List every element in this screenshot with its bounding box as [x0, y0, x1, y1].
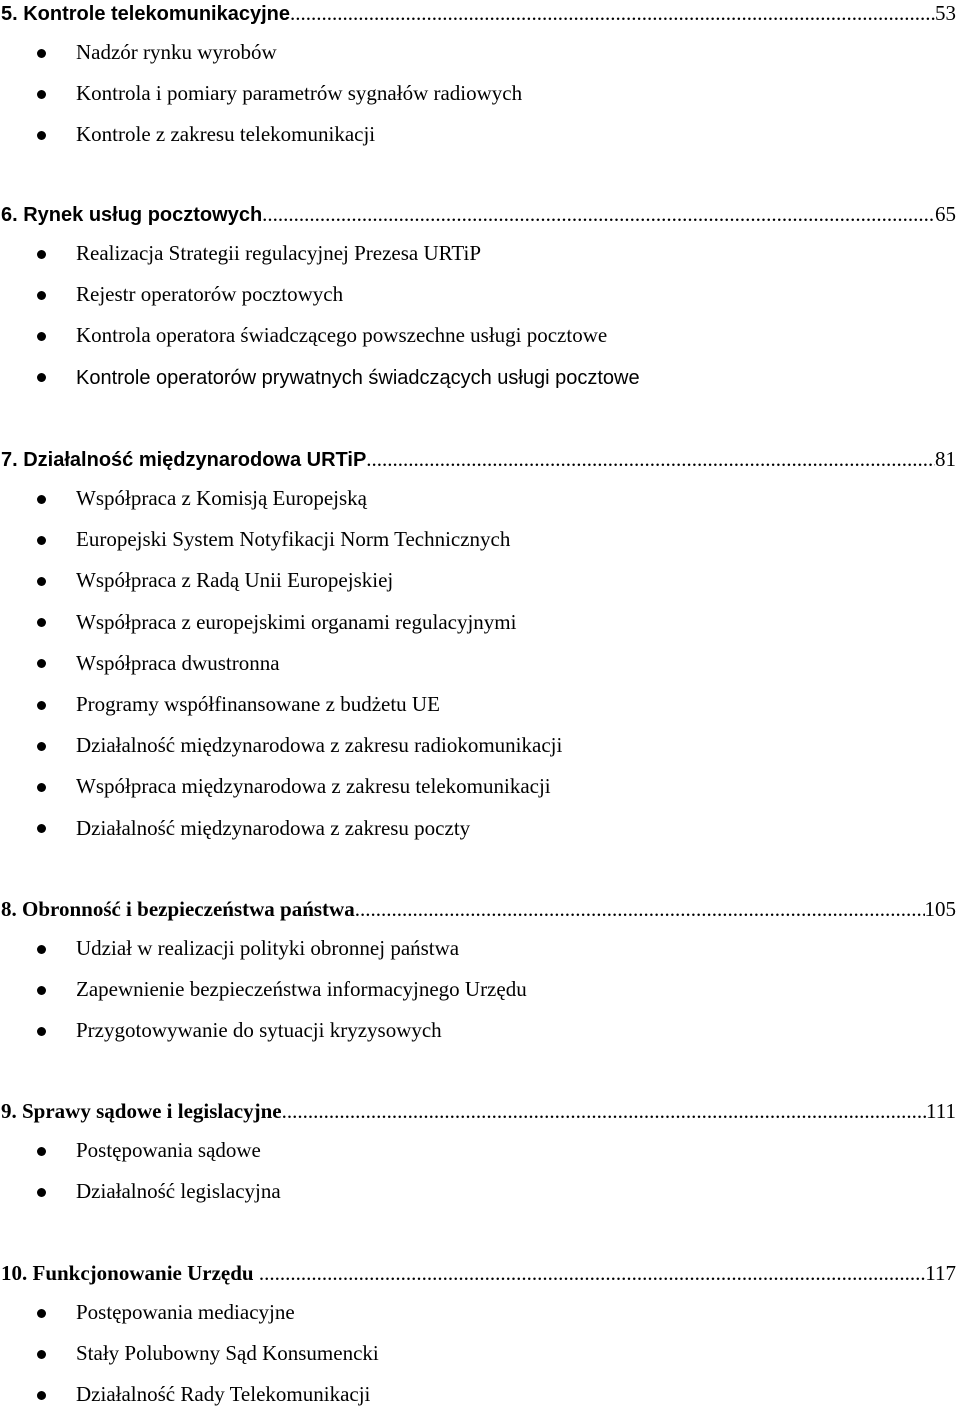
toc-heading	[0, 445, 960, 473]
list-item	[0, 969, 960, 1010]
list-item	[0, 684, 960, 725]
toc-heading	[0, 1259, 960, 1287]
item-text: Kontrola operatora świadczącego powszechne usługi pocztowe	[76, 323, 607, 347]
item-text: Kontrole z zakresu telekomunikacji	[76, 122, 375, 146]
list-item	[0, 233, 960, 274]
bullet-icon	[37, 1188, 46, 1197]
item-text: Rejestr operatorów pocztowych	[76, 282, 343, 306]
item-text: Programy współfinansowane z budżetu UE	[76, 692, 440, 716]
list-item	[0, 32, 960, 73]
bullet-icon	[37, 49, 46, 58]
list-item	[0, 1333, 960, 1374]
page-number: 117	[925, 1259, 960, 1287]
section-title: 6. Rynek usług pocztowych	[0, 201, 262, 229]
list-item	[0, 73, 960, 114]
list-item	[0, 560, 960, 601]
bullet-icon	[37, 577, 46, 586]
item-text: Realizacja Strategii regulacyjnej Prezesa URTiP	[76, 241, 481, 265]
bullet-icon	[37, 783, 46, 792]
item-text: Działalność międzynarodowa z zakresu poczty	[76, 816, 470, 840]
bullet-icon	[37, 742, 46, 751]
section-title: 10. Funkcjonowanie Urzędu	[0, 1259, 259, 1287]
list-item	[0, 478, 960, 519]
dot-leader	[259, 1259, 925, 1287]
toc-heading	[0, 0, 960, 27]
dot-leader	[290, 0, 935, 27]
bullet-icon	[37, 1027, 46, 1036]
section-title: 5. Kontrole telekomunikacyjne	[0, 0, 290, 28]
list-item	[0, 725, 960, 766]
toc-section	[0, 895, 960, 1052]
page-number: 105	[925, 895, 960, 923]
list-item	[0, 1171, 960, 1212]
bullet-icon	[37, 659, 46, 668]
bullet-icon	[37, 495, 46, 504]
item-text: Kontrole operatorów prywatnych świadczących usługi pocztowe	[76, 367, 640, 389]
bullet-icon	[37, 131, 46, 140]
item-text: Europejski System Notyfikacji Norm Technicznych	[76, 527, 510, 551]
toc-section	[0, 200, 960, 398]
toc-section	[0, 1259, 960, 1416]
item-text: Działalność legislacyjna	[76, 1179, 281, 1203]
section-title: 8. Obronność i bezpieczeństwa państwa	[0, 895, 355, 923]
bullet-icon	[37, 536, 46, 545]
toc-section	[0, 1097, 960, 1212]
bullet-icon	[37, 1391, 46, 1400]
section-title: 7. Działalność międzynarodowa URTiP	[0, 446, 366, 474]
bullet-icon	[37, 945, 46, 954]
subsection-list	[0, 233, 960, 398]
item-text: Przygotowywanie do sytuacji kryzysowych	[76, 1018, 442, 1042]
dot-leader	[355, 895, 925, 923]
toc-heading	[0, 1097, 960, 1125]
bullet-icon	[37, 1147, 46, 1156]
list-item	[0, 602, 960, 643]
bullet-icon	[37, 986, 46, 995]
list-item	[0, 274, 960, 315]
item-text: Postępowania mediacyjne	[76, 1300, 295, 1324]
dot-leader	[366, 445, 935, 473]
list-item	[0, 1130, 960, 1171]
item-text: Stały Polubowny Sąd Konsumencki	[76, 1341, 379, 1365]
item-text: Kontrola i pomiary parametrów sygnałów radiowych	[76, 81, 522, 105]
bullet-icon	[37, 332, 46, 341]
item-text: Zapewnienie bezpieczeństwa informacyjnego Urzędu	[76, 977, 527, 1001]
page-number: 111	[926, 1097, 960, 1125]
list-item	[0, 357, 960, 398]
list-item	[0, 1292, 960, 1333]
subsection-list	[0, 928, 960, 1052]
list-item	[0, 1010, 960, 1051]
toc-section	[0, 0, 960, 156]
item-text: Postępowania sądowe	[76, 1138, 261, 1162]
dot-leader	[282, 1097, 926, 1125]
page-number: 65	[935, 200, 960, 228]
toc-heading	[0, 200, 960, 228]
bullet-icon	[37, 90, 46, 99]
list-item	[0, 808, 960, 849]
item-text: Działalność Rady Telekomunikacji	[76, 1382, 370, 1406]
item-text: Działalność międzynarodowa z zakresu radiokomunikacji	[76, 733, 562, 757]
bullet-icon	[37, 373, 46, 382]
item-text: Nadzór rynku wyrobów	[76, 40, 277, 64]
item-text: Współpraca międzynarodowa z zakresu telekomunikacji	[76, 774, 551, 798]
bullet-icon	[37, 824, 46, 833]
list-item	[0, 519, 960, 560]
toc-section	[0, 445, 960, 849]
subsection-list	[0, 1130, 960, 1212]
list-item	[0, 928, 960, 969]
subsection-list	[0, 32, 960, 156]
list-item	[0, 114, 960, 155]
item-text: Współpraca z Komisją Europejską	[76, 486, 367, 510]
item-text: Współpraca z europejskimi organami regulacyjnymi	[76, 610, 516, 634]
bullet-icon	[37, 701, 46, 710]
toc-heading	[0, 895, 960, 923]
list-item	[0, 1374, 960, 1415]
subsection-list	[0, 478, 960, 849]
bullet-icon	[37, 1309, 46, 1318]
list-item	[0, 643, 960, 684]
section-title: 9. Sprawy sądowe i legislacyjne	[0, 1097, 282, 1125]
bullet-icon	[37, 291, 46, 300]
bullet-icon	[37, 618, 46, 627]
list-item	[0, 766, 960, 807]
item-text: Współpraca dwustronna	[76, 651, 280, 675]
bullet-icon	[37, 250, 46, 259]
bullet-icon	[37, 1350, 46, 1359]
item-text: Współpraca z Radą Unii Europejskiej	[76, 568, 393, 592]
subsection-list	[0, 1292, 960, 1416]
list-item	[0, 315, 960, 356]
dot-leader	[262, 200, 935, 228]
page-number: 81	[935, 445, 960, 473]
page-number: 53	[935, 0, 960, 27]
item-text: Udział w realizacji polityki obronnej państwa	[76, 936, 459, 960]
